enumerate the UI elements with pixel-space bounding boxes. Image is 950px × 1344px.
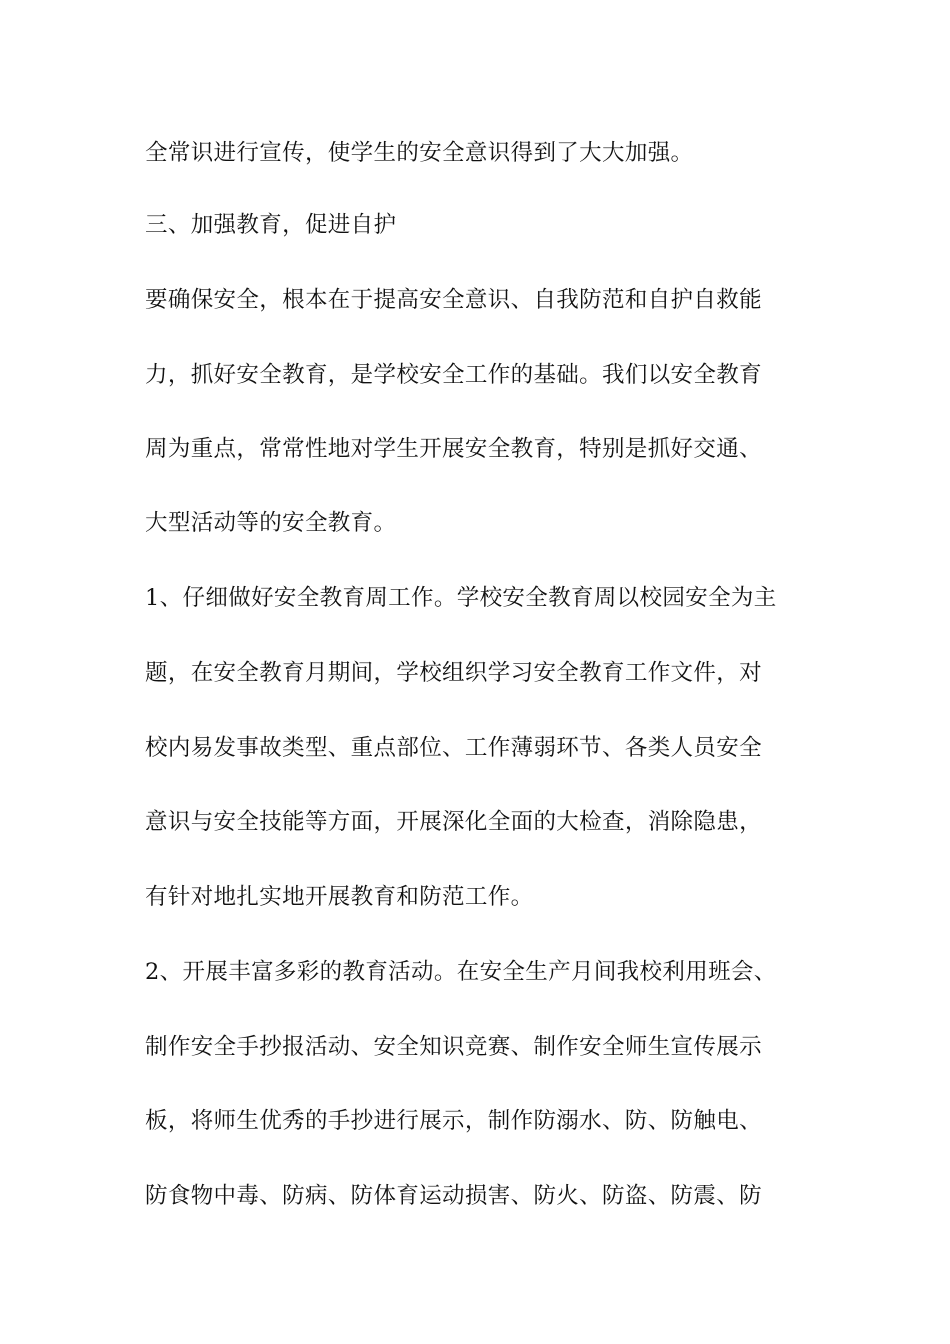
text-line-3: 要确保安全，根本在于提高安全意识、自我防范和自护自救能 [145,287,762,313]
text-line-9: 校内易发事故类型、重点部位、工作薄弱环节、各类人员安全 [145,735,762,761]
text-line-7: 1、仔细做好安全教育周工作。学校安全教育周以校园安全为主 [145,585,777,611]
text-line-6: 大型活动等的安全教育。 [145,510,397,536]
text-line-15: 防食物中毒、防病、防体育运动损害、防火、防盗、防震、防 [145,1183,762,1209]
text-line-1: 全常识进行宣传，使学生的安全意识得到了大大加强。 [145,140,694,166]
text-line-8: 题，在安全教育月期间，学校组织学习安全教育工作文件，对 [145,660,762,686]
text-line-11: 有针对地扎实地开展教育和防范工作。 [145,884,534,910]
text-line-12: 2、开展丰富多彩的教育活动。在安全生产月间我校利用班会、 [145,959,777,985]
text-line-4: 力，抓好安全教育，是学校安全工作的基础。我们以安全教育 [145,362,762,388]
text-line-5: 周为重点，常常性地对学生开展安全教育，特别是抓好交通、 [145,436,762,462]
text-line-10: 意识与安全技能等方面，开展深化全面的大检查，消除隐患， [145,809,762,835]
section-heading: 三、加强教育，促进自护 [145,212,397,238]
text-line-14: 板，将师生优秀的手抄进行展示，制作防溺水、防、防触电、 [145,1108,762,1134]
text-line-13: 制作安全手抄报活动、安全知识竞赛、制作安全师生宣传展示 [145,1034,762,1060]
